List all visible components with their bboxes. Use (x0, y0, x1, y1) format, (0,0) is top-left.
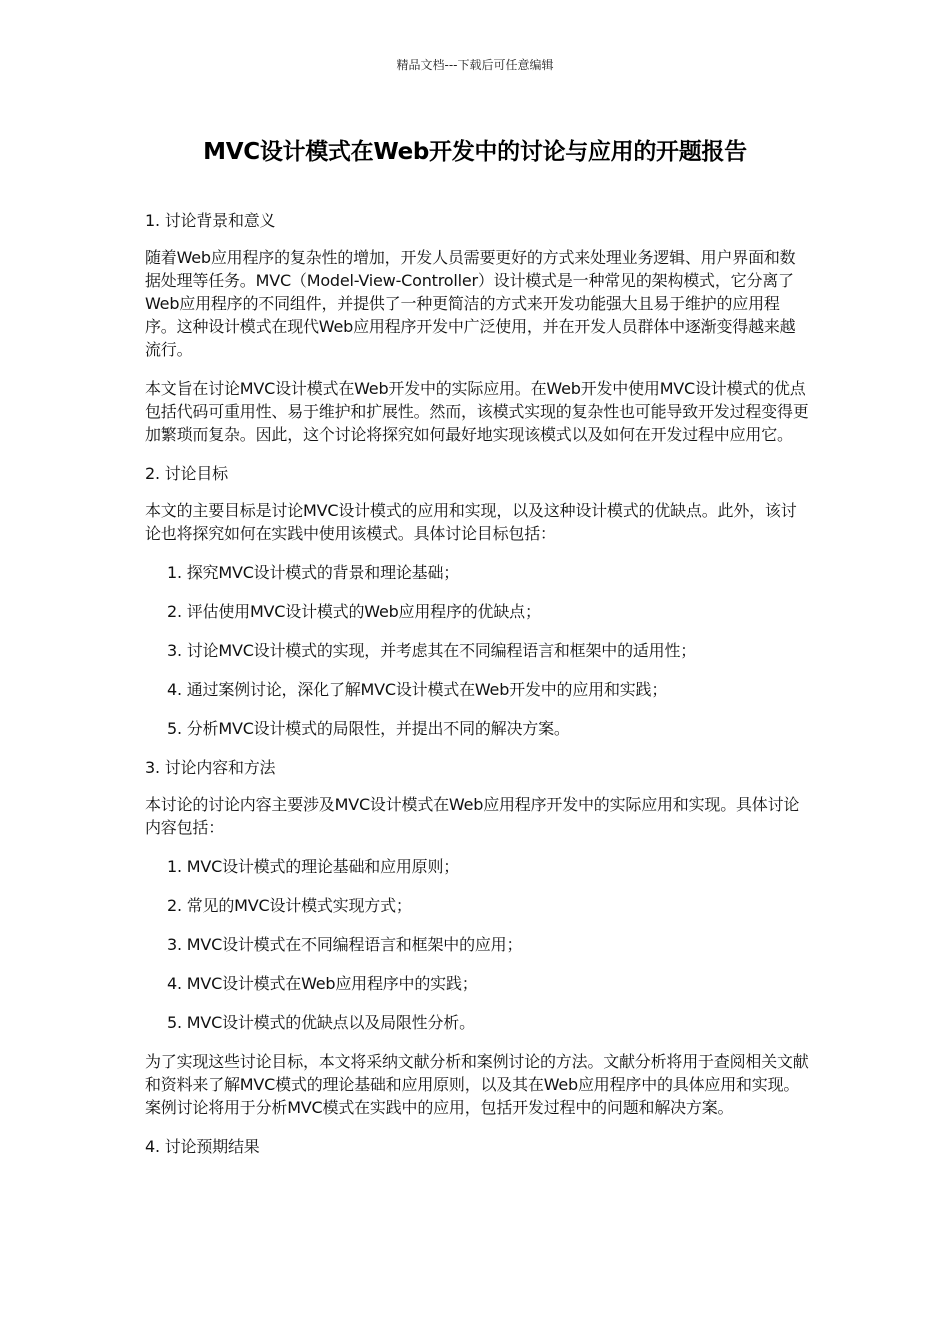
section-heading-content-method: 3. 讨论内容和方法 (145, 758, 276, 777)
section-heading-expected-results: 4. 讨论预期结果 (145, 1137, 260, 1156)
list-item: 1. 探究MVC设计模式的背景和理论基础； (167, 563, 460, 582)
list-item: 2. 常见的MVC设计模式实现方式； (167, 896, 412, 915)
list-item: 5. 分析MVC设计模式的局限性，并提出不同的解决方案。 (167, 719, 570, 738)
list-item: 3. MVC设计模式在不同编程语言和框架中的应用； (167, 935, 523, 954)
content-list (145, 855, 810, 1034)
section-heading-background: 1. 讨论背景和意义 (145, 211, 276, 230)
document-body (145, 209, 810, 1172)
goals-list (145, 561, 810, 740)
list-item: 4. MVC设计模式在Web应用程序中的实践； (167, 974, 478, 993)
list-item: 2. 评估使用MVC设计模式的Web应用程序的优缺点； (167, 602, 541, 621)
section-heading-goals: 2. 讨论目标 (145, 464, 228, 483)
paragraph-goals-intro: 本文的主要目标是讨论MVC设计模式的应用和实现，以及这种设计模式的优缺点。此外，该讨论也将探究如何在实践中使用该模式。具体讨论目标包括： (145, 501, 797, 543)
document-title: MVC设计模式在Web开发中的讨论与应用的开题报告 (203, 139, 747, 165)
list-item: 4. 通过案例讨论，深化了解MVC设计模式在Web开发中的应用和实践； (167, 680, 668, 699)
page-header: 精品文档---下载后可任意编辑 (396, 58, 554, 72)
paragraph-background-2: 本文旨在讨论MVC设计模式在Web开发中的实际应用。在Web开发中使用MVC设计模式的优点包括代码可重用性、易于维护和扩展性。然而，该模式实现的复杂性也可能导致开发过程变得更加繁琐而复杂。因此，这个讨论将探究如何最好地实现该模式以及如何在开发过程中应用它。 (145, 379, 809, 444)
paragraph-content-intro: 本讨论的讨论内容主要涉及MVC设计模式在Web应用程序开发中的实际应用和实现。具体讨论内容包括： (145, 795, 800, 837)
list-item: 1. MVC设计模式的理论基础和应用原则； (167, 857, 460, 876)
paragraph-background-1: 随着Web应用程序的复杂性的增加，开发人员需要更好的方式来处理业务逻辑、用户界面和数据处理等任务。MVC（Model-View-Controller）设计模式是一种常见的架构模式，它分离了Web应用程序的不同组件，并提供了一种更简洁的方式来开发功能强大且易于维护的应用程序。这种设计模式在现代Web应用程序开发中广泛使用，并在开发人员群体中逐渐变得越来越流行。 (145, 248, 796, 359)
list-item: 5. MVC设计模式的优缺点以及局限性分析。 (167, 1013, 475, 1032)
list-item: 3. 讨论MVC设计模式的实现，并考虑其在不同编程语言和框架中的适用性； (167, 641, 697, 660)
paragraph-method: 为了实现这些讨论目标，本文将采纳文献分析和案例讨论的方法。文献分析将用于查阅相关文献和资料来了解MVC模式的理论基础和应用原则，以及其在Web应用程序中的具体应用和实现。案例讨论将用于分析MVC模式在实践中的应用，包括开发过程中的问题和解决方案。 (145, 1052, 809, 1117)
